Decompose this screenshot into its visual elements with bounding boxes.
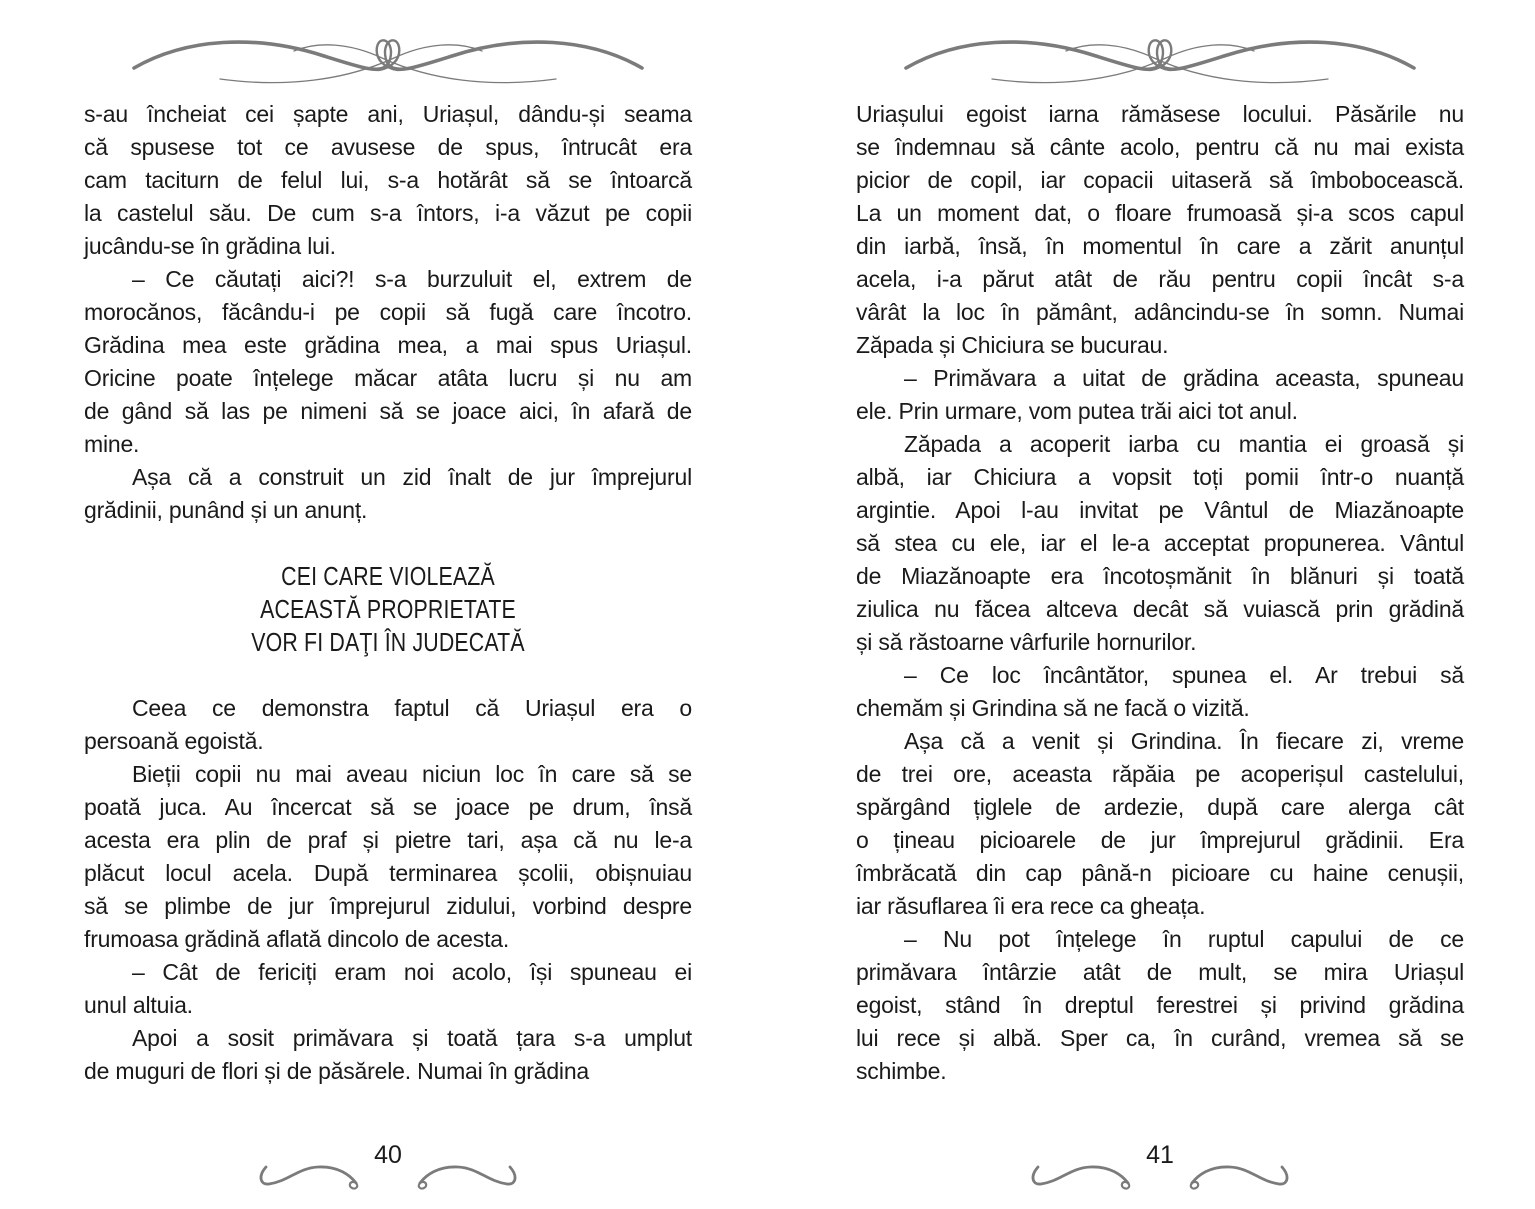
text-line: din iarbă, însă, în momentul în care a zărit anunțul	[856, 233, 1464, 259]
book-page-right	[767, 0, 1534, 1181]
text-line: și să răstoarne vârfurile hornurilor.	[856, 629, 1197, 655]
text-line: schimbe.	[856, 1058, 947, 1084]
footer-flourish-right-icon	[412, 1155, 520, 1193]
text-line: Zăpada și Chiciura se bucurau.	[856, 332, 1169, 358]
text-line: poată juca. Au încercat să se joace pe drum, însă	[84, 794, 692, 820]
footer-flourish-right-icon	[1184, 1155, 1292, 1193]
text-line: la castelul său. De cum s-a întors, i-a văzut pe copii	[84, 200, 692, 226]
page-number: 41	[1146, 1141, 1174, 1169]
page-text	[84, 98, 692, 1088]
text-line: de Miazănoapte era încotoșmănit în blănuri și toată	[856, 563, 1464, 589]
text-line: Uriașului egoist iarna rămăsese locului. Păsările nu	[856, 101, 1464, 127]
blank-line	[84, 659, 692, 692]
text-line: mine.	[84, 431, 140, 457]
blank-line	[84, 527, 692, 560]
text-line: ziulica nu făcea altceva decât să vuiască prin grădină	[856, 596, 1464, 622]
text-line: Ceea ce demonstra faptul că Uriașul era o	[132, 695, 692, 721]
text-line: jucându-se în grădina lui.	[84, 233, 336, 259]
page-number: 40	[374, 1141, 402, 1169]
text-line: lui rece și albă. Sper ca, în curând, vremea să se	[856, 1025, 1464, 1051]
footer-flourish-left-icon	[256, 1155, 364, 1193]
notice-heading-line: ACEASTĂ PROPRIETATE	[260, 594, 516, 624]
text-line: morocănos, făcându-i pe copii să fugă care încotro.	[84, 299, 692, 325]
page-column	[84, 28, 692, 1209]
text-line: grădinii, punând și un anunț.	[84, 497, 368, 523]
text-line: iar răsuflarea îi era rece ca gheața.	[856, 893, 1206, 919]
text-line: chemăm și Grindina să ne facă o vizită.	[856, 695, 1250, 721]
text-line: o țineau picioarele de jur împrejurul grădinii. Era	[856, 827, 1464, 853]
page-column	[856, 28, 1464, 1209]
footer-flourish-left-icon	[1028, 1155, 1136, 1193]
text-line: vârât la loc în pământ, adâncindu-se în somn. Numai	[856, 299, 1464, 325]
text-line: primăvara întârzie atât de mult, se mira Uriașul	[856, 959, 1464, 985]
text-line: Așa că a venit și Grindina. În fiecare zi, vreme	[904, 728, 1464, 754]
text-line: picior de copil, iar copacii uitaseră să îmbobocească.	[856, 167, 1464, 193]
text-line: Așa că a construit un zid înalt de jur împrejurul	[132, 464, 692, 490]
text-line: de gând să las pe nimeni să se joace aici, în afară de	[84, 398, 692, 424]
text-line: se îndemnau să cânte acolo, pentru că nu mai exista	[856, 134, 1464, 160]
text-line: – Cât de fericiți eram noi acolo, își spuneau ei	[132, 959, 692, 985]
text-line: plăcut locul acela. După terminarea școlii, obișnuiau	[84, 860, 692, 886]
text-line: – Nu pot înțelege în ruptul capului de ce	[904, 926, 1464, 952]
text-line: unul altuia.	[84, 992, 193, 1018]
text-line: spărgând țiglele de ardezie, după care alerga cât	[856, 794, 1464, 820]
text-line: Apoi a sosit primăvara și toată țara s-a umplut	[132, 1025, 692, 1051]
notice-heading-line: VOR FI DAŢI ÎN JUDECATĂ	[251, 627, 525, 657]
text-line: – Ce căutați aici?! s-a burzuluit el, extrem de	[132, 266, 692, 292]
header-flourish-icon	[900, 28, 1420, 90]
page-footer	[84, 1141, 692, 1193]
text-line: – Primăvara a uitat de grădina aceasta, spuneau	[904, 365, 1464, 391]
text-line: să stea cu ele, iar el le-a acceptat propunerea. Vântul	[856, 530, 1464, 556]
text-line: – Ce loc încântător, spunea el. Ar trebui să	[904, 662, 1464, 688]
text-line: s-au încheiat cei șapte ani, Uriașul, dându-și seama	[84, 101, 692, 127]
text-line: de muguri de flori și de păsărele. Numai în grădina	[84, 1058, 590, 1084]
text-line: egoist, stând în dreptul ferestrei și privind grădina	[856, 992, 1464, 1018]
page-footer	[856, 1141, 1464, 1193]
text-line: de trei ore, aceasta răpăia pe acoperișul castelului,	[856, 761, 1464, 787]
text-line: La un moment dat, o floare frumoasă și-a scos capul	[856, 200, 1464, 226]
page-text	[856, 98, 1464, 1088]
text-line: argintie. Apoi l-au invitat pe Vântul de Miazănoapte	[856, 497, 1464, 523]
text-line: albă, iar Chiciura a vopsit toți pomii într-o nuanță	[856, 464, 1464, 490]
text-line: cam taciturn de felul lui, s-a hotărât să se întoarcă	[84, 167, 692, 193]
book-page-left	[0, 0, 767, 1181]
text-line: persoană egoistă.	[84, 728, 264, 754]
text-line: frumoasa grădină aflată dincolo de acesta.	[84, 926, 510, 952]
text-line: Grădina mea este grădina mea, a mai spus Uriașul.	[84, 332, 692, 358]
text-line: că spusese tot ce avusese de spus, întrucât era	[84, 134, 692, 160]
text-line: să se plimbe de jur împrejurul zidului, vorbind despre	[84, 893, 692, 919]
text-line: acela, i-a părut atât de rău pentru copii încât s-a	[856, 266, 1464, 292]
text-line: îmbrăcată din cap până-n picioare cu haine cenușii,	[856, 860, 1464, 886]
text-line: Oricine poate înțelege măcar atâta lucru și nu am	[84, 365, 692, 391]
text-line: acesta era plin de praf și pietre tari, așa că nu le-a	[84, 827, 692, 853]
header-flourish-icon	[128, 28, 648, 90]
text-line: Bieții copii nu mai aveau niciun loc în care să se	[132, 761, 692, 787]
text-line: ele. Prin urmare, vom putea trăi aici tot anul.	[856, 398, 1298, 424]
notice-heading-line: CEI CARE VIOLEAZĂ	[281, 561, 495, 591]
text-line: Zăpada a acoperit iarba cu mantia ei groasă și	[904, 431, 1464, 457]
